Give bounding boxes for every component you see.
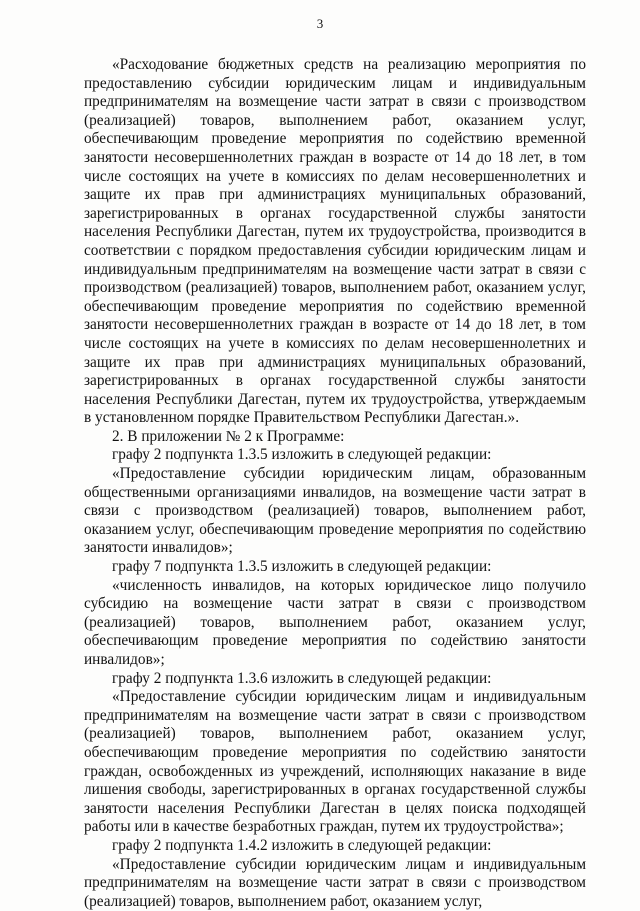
paragraph-appendix-2: 2. В приложении № 2 к Программе: [112, 427, 345, 445]
paragraph-column-7-1-3-5: графу 7 подпункта 1.3.5 изложить в следующей редакции: [112, 558, 492, 576]
document-body [84, 56, 586, 911]
paragraph-released-citizens: «Предоставление субсидии юридическим лицам и индивидуальным предпринимателям на возмещение части затрат в связи с производством (реализацией) товаров, выполнением работ, оказанием услуг, обеспечивающим проведение мероприятия по содействию занятости граждан, освобожденных из учреждений, исполняющих наказание в виде лишения свободы, зарегистрированных в органах государственной службы занятости населения Республики Дагестан в целях поиска подходящей работы или в качестве безработных граждан, путем их трудоустройства»; [84, 688, 586, 836]
paragraph-column-2-1-3-6: графу 2 подпункта 1.3.6 изложить в следующей редакции: [112, 669, 492, 687]
paragraph-column-2-1-3-5: графу 2 подпункта 1.3.5 изложить в следующей редакции: [112, 446, 492, 464]
paragraph-subsidy-continued: «Предоставление субсидии юридическим лицам и индивидуальным предпринимателям на возмещение части затрат в связи с производством (реализацией) товаров, выполнением работ, оказанием услуг, [84, 855, 586, 910]
paragraph-disabled-subsidy: «Предоставление субсидии юридическим лицам, образованным общественными организациями инвалидов, на возмещение части затрат в связи с производством (реализацией) товаров, выполнением работ, оказанием услуг, обеспечивающим проведение мероприятия по содействию занятости инвалидов»; [84, 465, 586, 557]
page-number: 3 [316, 16, 324, 31]
paragraph-expenditure-clause: «Расходование бюджетных средств на реализацию мероприятия по предоставлению субсидии юридическим лицам и индивидуальным предпринимателям на возмещение части затрат в связи с производством (реализацией) товаров, выполнением работ, оказанием услуг, обеспечивающим проведение мероприятия по содействию временной занятости несовершеннолетних граждан в возрасте от 14 до 18 лет, в том числе состоящих на учете в комиссиях по делам несовершеннолетних и защите их прав при администрациях муниципальных образований, зарегистрированных в органах государственной службы занятости населения Республики Дагестан, путем их трудоустройства, производится в соответствии с порядком предоставления субсидии юридическим лицам и индивидуальным предпринимателям на возмещение части затрат в связи с производством (реализацией) товаров, выполнением работ, оказанием услуг, обеспечивающим проведение мероприятия по содействию временной занятости несовершеннолетних граждан в возрасте от 14 до 18 лет, в том числе состоящих на учете в комиссиях по делам несовершеннолетних и защите их прав при администрациях муниципальных образований, зарегистрированных в органах государственной службы занятости населения Республики Дагестан, путем их трудоустройства, утверждаемым в установленном порядке Правительством Республики Дагестан.». [84, 56, 586, 427]
paragraph-column-2-1-4-2: графу 2 подпункта 1.4.2 изложить в следующей редакции: [112, 836, 492, 854]
paragraph-disabled-count: «численность инвалидов, на которых юридическое лицо получило субсидию на возмещение части затрат в связи с производством (реализацией) товаров, выполнением работ, оказанием услуг, обеспечивающим проведение мероприятия по содействию занятости инвалидов»; [84, 576, 586, 668]
